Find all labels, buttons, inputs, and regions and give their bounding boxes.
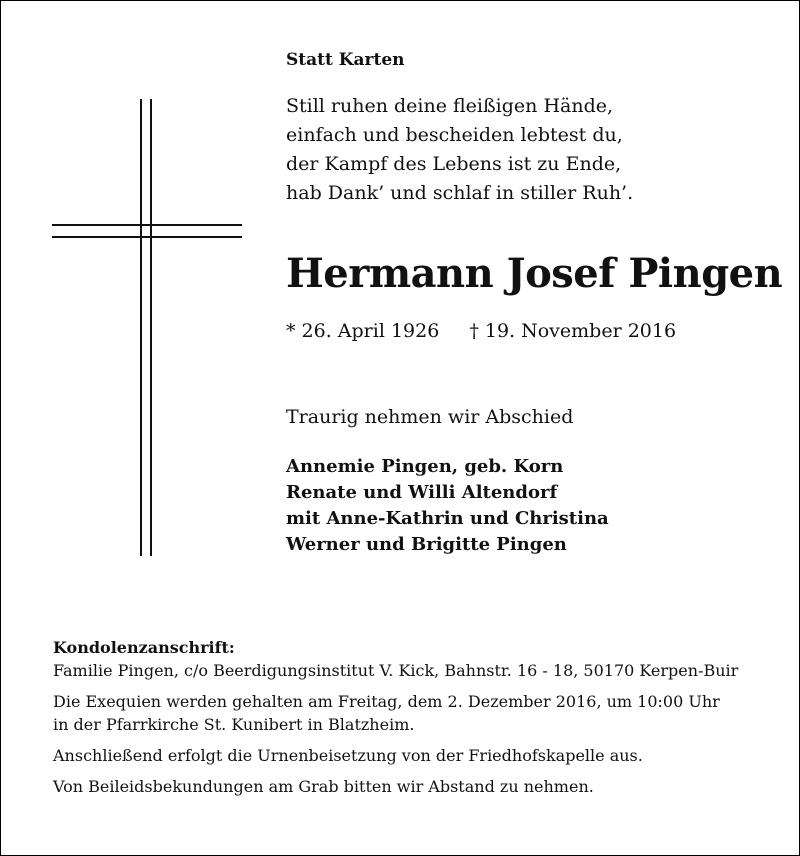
mourner-line: mit Anne-Kathrin und Christina	[286, 508, 609, 529]
poem-line: hab Dank’ und schlaf in stiller Ruh’.	[286, 182, 634, 204]
cross-vertical-line-left	[140, 99, 142, 556]
birth-date: * 26. April 1926	[286, 320, 440, 342]
death-date: † 19. November 2016	[469, 320, 677, 342]
exequien-info	[53, 690, 753, 736]
deceased-name: Hermann Josef Pingen	[286, 250, 783, 297]
poem-line: einfach und bescheiden lebtest du,	[286, 124, 623, 146]
life-dates	[286, 320, 676, 342]
mourner-line: Annemie Pingen, geb. Korn	[286, 456, 564, 477]
urn-burial-info: Anschließend erfolgt die Urnenbeisetzung von der Friedhofskapelle aus.	[53, 746, 643, 765]
cross-horizontal-line-top	[52, 224, 242, 226]
mourners-list	[286, 454, 609, 558]
poem-line: der Kampf des Lebens ist zu Ende,	[286, 153, 622, 175]
cross-icon	[52, 99, 242, 556]
mourner-line: Werner und Brigitte Pingen	[286, 534, 567, 555]
poem-line: Still ruhen deine fleißigen Hände,	[286, 95, 614, 117]
poem	[286, 92, 633, 208]
farewell-text: Traurig nehmen wir Abschied	[286, 406, 574, 428]
condolence-label: Kondolenzanschrift:	[53, 638, 235, 657]
footer-info	[53, 636, 753, 798]
exequien-line: Die Exequien werden gehalten am Freitag, dem 2. Dezember 2016, um 10:00 Uhr	[53, 692, 720, 711]
exequien-line: in der Pfarrkirche St. Kunibert in Blatzheim.	[53, 715, 415, 734]
mourner-line: Renate und Willi Altendorf	[286, 482, 558, 503]
condolence-request: Von Beileidsbekundungen am Grab bitten wir Abstand zu nehmen.	[53, 777, 594, 796]
notice-heading: Statt Karten	[286, 50, 405, 70]
condolence-address: Familie Pingen, c/o Beerdigungsinstitut V. Kick, Bahnstr. 16 - 18, 50170 Kerpen-Buir	[53, 661, 739, 680]
cross-vertical-line-right	[150, 99, 152, 556]
cross-horizontal-line-bottom	[52, 236, 242, 238]
